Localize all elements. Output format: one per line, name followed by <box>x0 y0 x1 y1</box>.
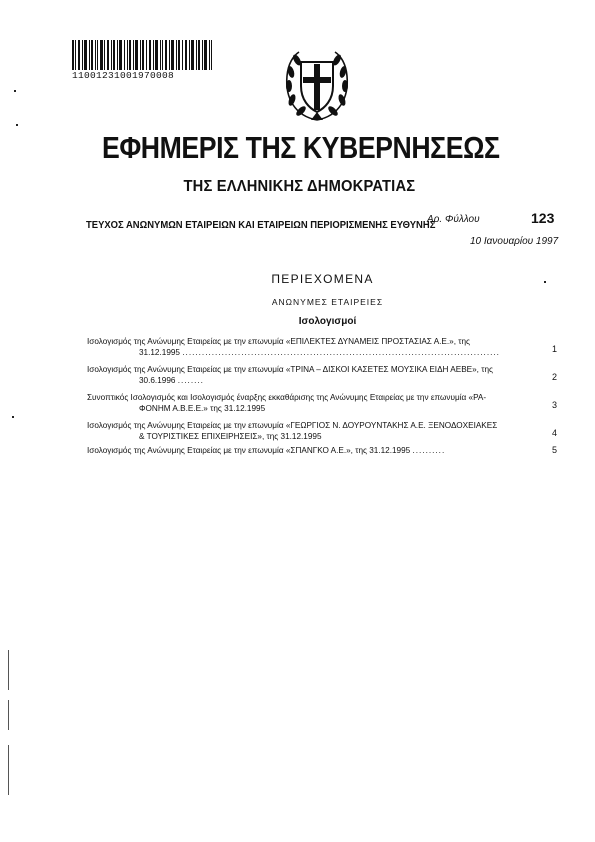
issue-type: ΤΕΥΧΟΣ ΑΝΩΝΥΜΩΝ ΕΤΑΙΡΕΙΩΝ ΚΑΙ ΕΤΑΙΡΕΙΩΝ ΠΕΡΙΟΡΙΣΜΕΝΗΣ ΕΥΘΥΝΗΣ <box>86 219 436 231</box>
entry-page-number: 4 <box>552 428 558 438</box>
entry-page-number: 1 <box>552 344 558 354</box>
list-item: Ισολογισμός της Ανώνυμης Εταιρείας με την επωνυμία «ΤΡΙΝΑ – ΔΙΣΚΟΙ ΚΑΣΕΤΕΣ ΜΟΥΣΙΚΑ ΕΙΔΗ ΑΕΒΕ», της 30.6.1996 ........ <box>87 365 535 386</box>
entry-line: Συνοπτικός Ισολογισμός και Ισολογισμός έναρξης εκκαθάρισης της Ανώνυμης Εταιρείας με την επωνυμία «ΡΑ- <box>87 393 487 402</box>
scan-speck <box>12 416 14 418</box>
entry-line: Ισολογισμός της Ανώνυμης Εταιρείας με την επωνυμία «ΤΡΙΝΑ – ΔΙΣΚΟΙ ΚΑΣΕΤΕΣ ΜΟΥΣΙΚΑ ΕΙΔΗ ΑΕΒΕ», της <box>87 365 493 374</box>
scan-mark <box>8 700 9 730</box>
gazette-title: ΕΦΗΜΕΡΙΣ ΤΗΣ ΚΥΒΕΡΝΗΣΕΩΣ <box>101 130 500 165</box>
list-item <box>87 393 535 414</box>
entry-line: 31.12.1995 <box>139 347 180 357</box>
scan-mark <box>8 745 9 795</box>
entry-page-number: 3 <box>552 400 558 410</box>
entry-line: 30.6.1996 <box>139 375 176 385</box>
entry-line: ΦΟΝΗΜ Α.Β.Ε.Ε.» της 31.12.1995 <box>139 403 266 413</box>
coat-of-arms-emblem <box>281 44 353 124</box>
entry-line: & ΤΟΥΡΙΣΤΙΚΕΣ ΕΠΙΧΕΙΡΗΣΕΙΣ», της 31.12.1995 <box>139 431 322 441</box>
issue-number: 123 <box>531 210 555 226</box>
gazette-subtitle: ΤΗΣ ΕΛΛΗΝΙΚΗΣ ΔΗΜΟΚΡΑΤΙΑΣ <box>183 178 416 195</box>
entry-page-number: 2 <box>552 372 558 382</box>
entry-page-number: 5 <box>552 445 558 455</box>
barcode-number: 11001231001970008 <box>72 70 175 81</box>
entry-line: Ισολογισμός της Ανώνυμης Εταιρείας με την επωνυμία «ΣΠΑΝΓΚΟ Α.Ε.», της 31.12.1995 <box>87 446 411 455</box>
list-item <box>87 421 535 442</box>
issue-date: 10 Ιανουαρίου 1997 <box>470 236 559 247</box>
barcode <box>72 40 212 70</box>
scan-speck <box>14 90 16 92</box>
issue-label: Αρ. Φύλλου <box>427 214 480 225</box>
section-heading: ΑΝΩΝΥΜΕΣ ΕΤΑΙΡΕΙΕΣ <box>271 297 384 307</box>
contents-title: ΠΕΡΙΕΧΟΜΕΝΑ <box>271 272 374 286</box>
entry-line: Ισολογισμός της Ανώνυμης Εταιρείας με την επωνυμία «ΓΕΩΡΓΙΟΣ Ν. ΔΟΥΡΟΥΝΤΑΚΗΣ Α.Ε. ΞΕΝΟΔΟΧΕΙΑΚΕΣ <box>87 421 498 430</box>
scan-mark <box>8 650 9 690</box>
scan-speck <box>544 281 546 283</box>
subsection-heading: Ισολογισμοί <box>298 316 357 327</box>
scan-speck <box>16 124 18 126</box>
list-item: Ισολογισμός της Ανώνυμης Εταιρείας με την επωνυμία «ΣΠΑΝΓΚΟ Α.Ε.», της 31.12.1995 .......... <box>87 446 446 455</box>
entry-line: Ισολογισμός της Ανώνυμης Εταιρείας με την επωνυμία «ΕΠΙΛΕΚΤΕΣ ΔΥΝΑΜΕΙΣ ΠΡΟΣΤΑΣΙΑΣ Α.Ε.», της <box>87 337 470 346</box>
list-item: Ισολογισμός της Ανώνυμης Εταιρείας με την επωνυμία «ΕΠΙΛΕΚΤΕΣ ΔΥΝΑΜΕΙΣ ΠΡΟΣΤΑΣΙΑΣ Α.Ε.», της 31.12.1995 ................................................................................................. <box>87 337 535 358</box>
